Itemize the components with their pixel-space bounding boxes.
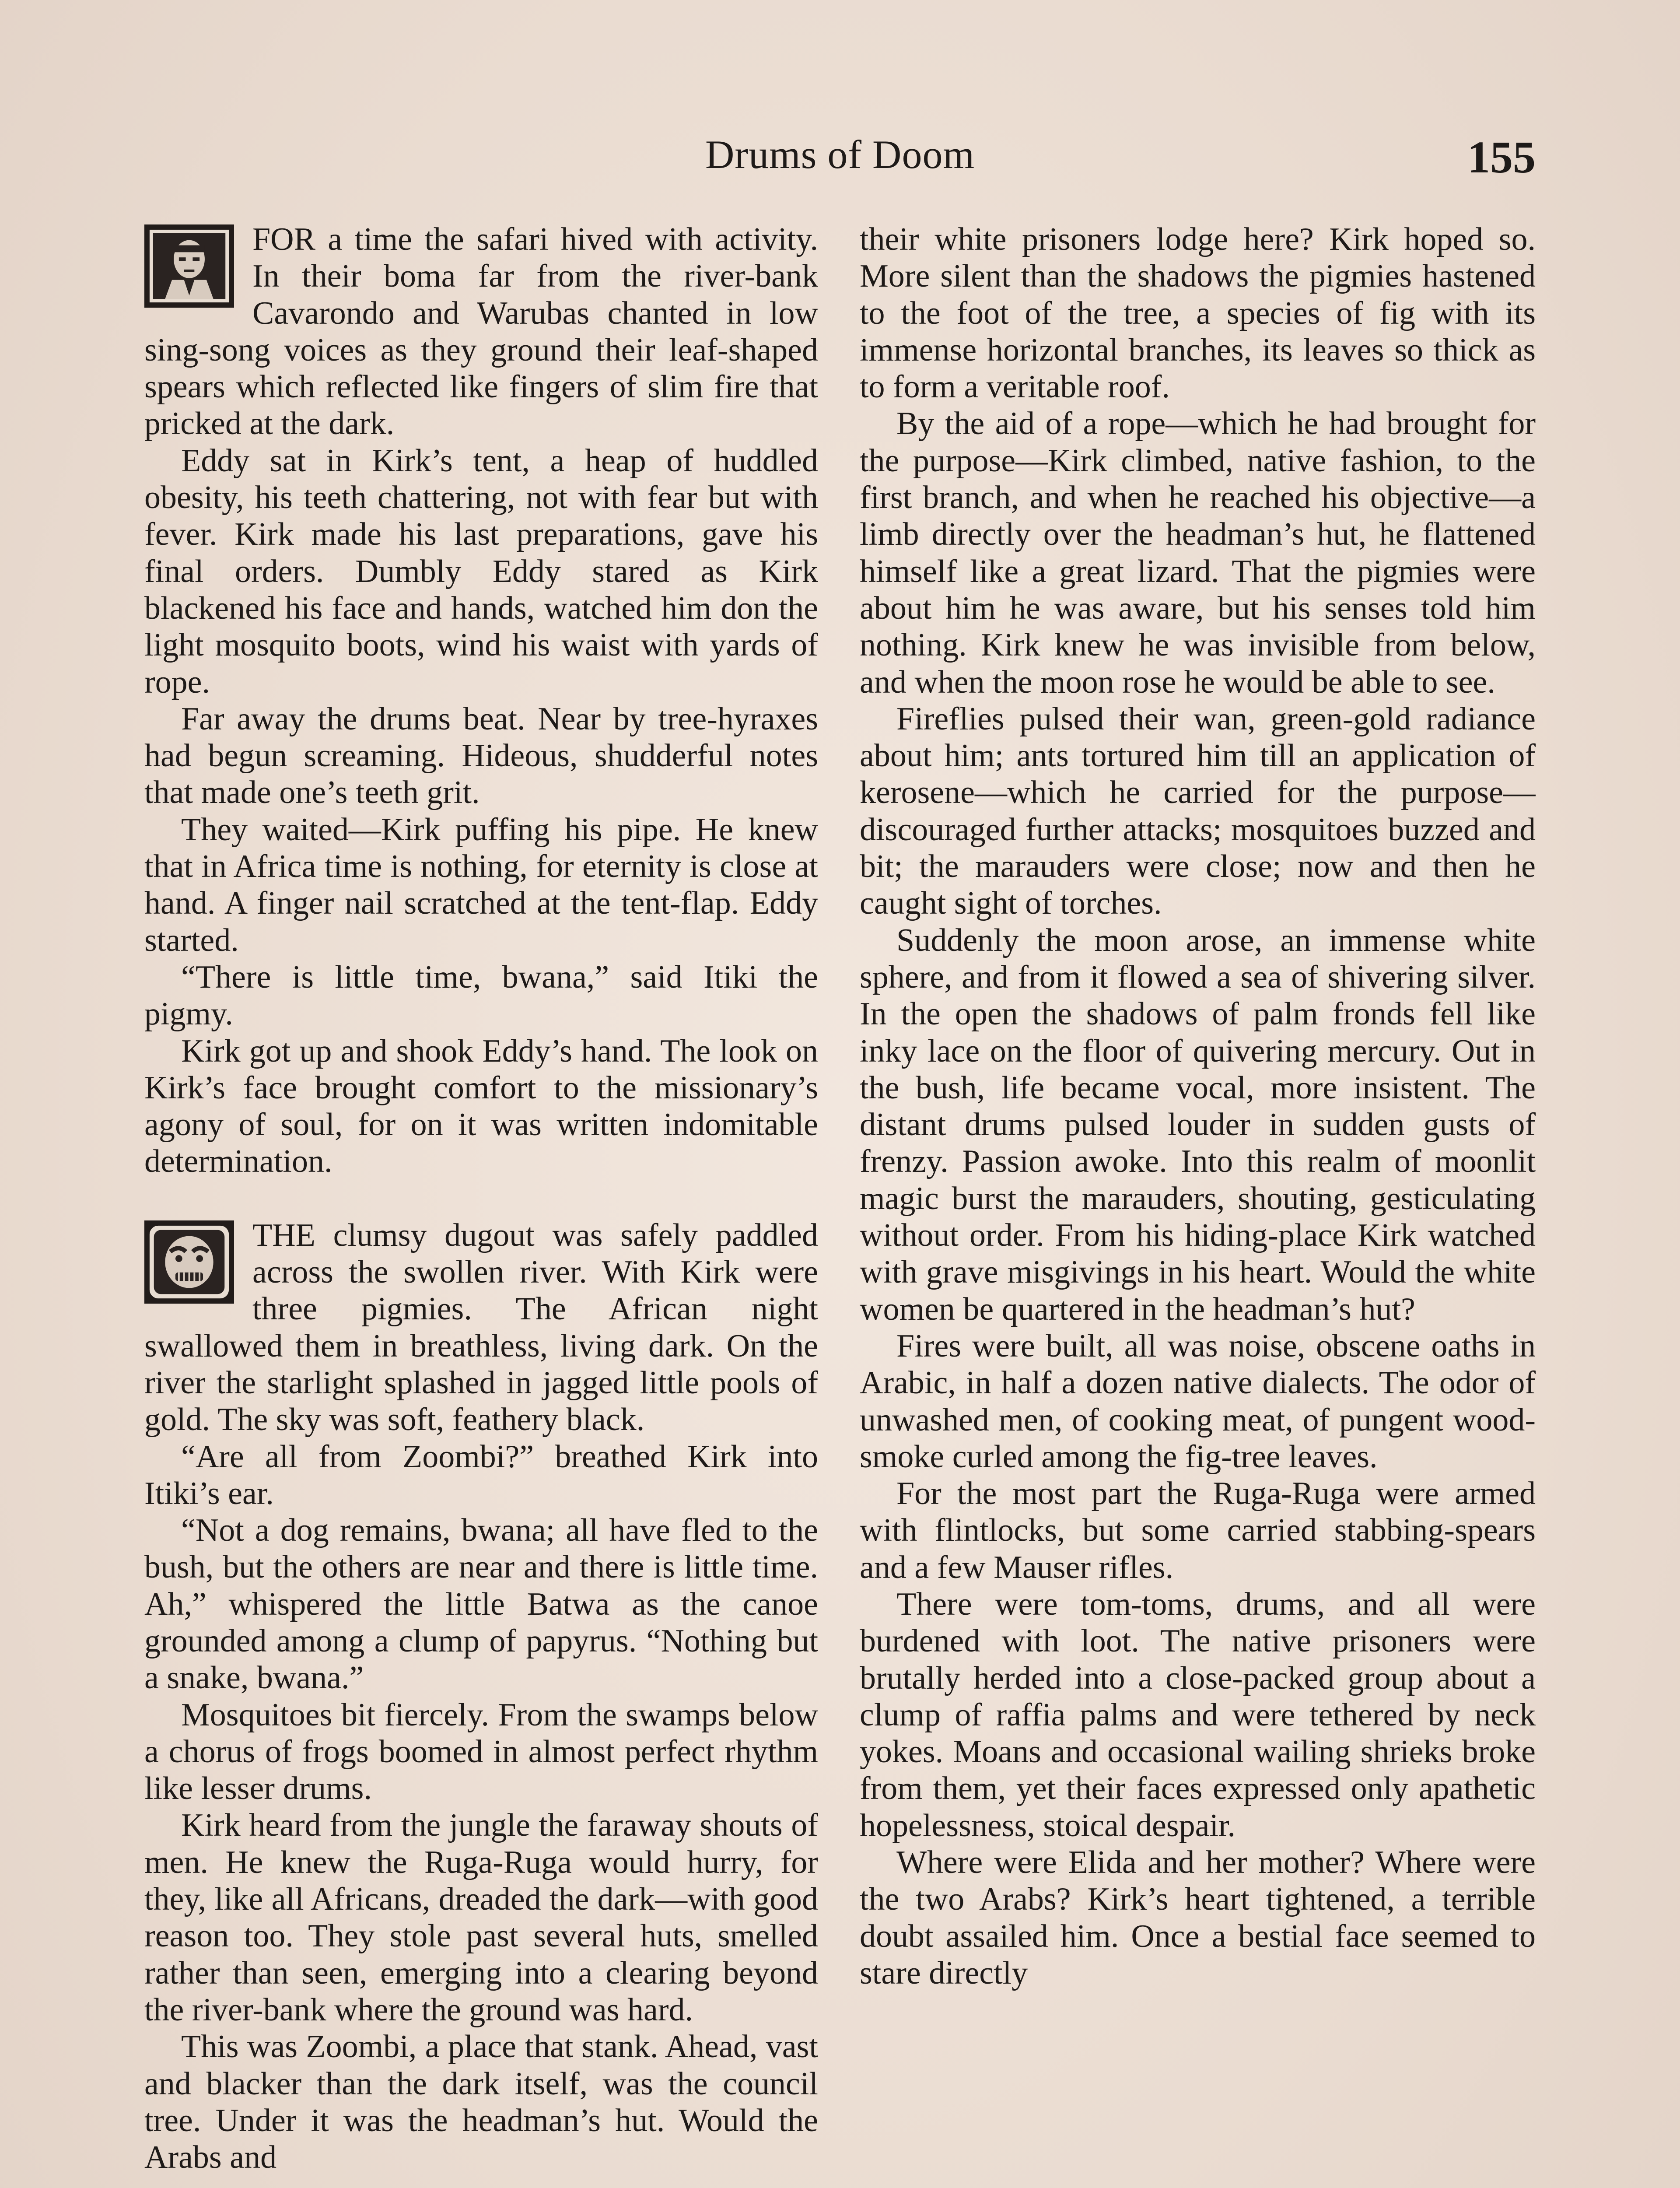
paragraph: Kirk got up and shook Eddy’s hand. The look on Kirk’s face brought comfort to the missionary’s agony of soul, for on it was written indomitable determination.	[144, 1033, 818, 1180]
paragraph: Far away the drums beat. Near by tree-hyraxes had begun screaming. Hideous, shudderful notes that made one’s teeth grit.	[144, 701, 818, 811]
paragraph: There were tom-toms, drums, and all were burdened with loot. The native prisoners were brutally herded into a close-packed group about a clump of raffia palms and were tethered by neck yokes. Moans and occasional wailing shrieks broke from them, yet their faces expressed only apathetic hopelessness, stoical despair.	[860, 1586, 1536, 1844]
paragraph: Where were Elida and her mother? Where were the two Arabs? Kirk’s heart tightened, a terrible doubt assailed him. Once a bestial face seemed to stare directly	[860, 1844, 1536, 1991]
tribal-mask-vignette-icon	[144, 1220, 234, 1304]
running-title: Drums of Doom	[705, 132, 975, 177]
paragraph: their white prisoners lodge here? Kirk hoped so. More silent than the shadows the pigmies hastened to the foot of the tree, a species of fig with its immense horizontal branches, its leaves so thick as to form a veritable roof.	[860, 221, 1536, 405]
paragraph: Mosquitoes bit fiercely. From the swamps below a chorus of frogs boomed in almost perfect rhythm like lesser drums.	[144, 1697, 818, 1807]
paragraph: FOR a time the safari hived with activity. In their boma far from the river-bank Cavarondo and Warubas chanted in low sing-song voices as they ground their leaf-shaped spears which reflected like fingers of slim fire that pricked at the dark.	[144, 221, 818, 442]
paragraph: THE clumsy dugout was safely paddled across the swollen river. With Kirk were three pigmies. The African night swallowed them in breathless, living dark. On the river the starlight splashed in jagged little pools of gold. The sky was soft, feathery black.	[144, 1217, 818, 1438]
paragraph: Suddenly the moon arose, an immense white sphere, and from it flowed a sea of shivering silver. In the open the shadows of palm fronds fell like inky lace on the floor of quivering mercury. Out in the bush, life became vocal, more insistent. The distant drums pulsed louder in sudden gusts of frenzy. Passion awoke. Into this realm of moonlit magic burst the marauders, shouting, gesticulating without order. From his hiding-place Kirk watched with grave misgivings in his heart. Would the white women be quartered in the headman’s hut?	[860, 922, 1536, 1327]
section-break	[144, 1180, 818, 1217]
page-number: 155	[1467, 132, 1536, 182]
paragraph: They waited—Kirk puffing his pipe. He knew that in Africa time is nothing, for eternity is close at hand. A finger nail scratched at the tent-flap. Eddy started.	[144, 811, 818, 958]
paragraph: Eddy sat in Kirk’s tent, a heap of huddled obesity, his teeth chattering, not with fear but with fever. Kirk made his last preparations, gave his final orders. Dumbly Eddy stared as Kirk blackened his face and hands, watched him don the light mosquito boots, wind his waist with yards of rope.	[144, 442, 818, 700]
portrait-vignette-icon	[144, 224, 234, 308]
paragraph: “Are all from Zoombi?” breathed Kirk into Itiki’s ear.	[144, 1438, 818, 1511]
left-column	[144, 221, 818, 2188]
paragraph: “Not a dog remains, bwana; all have fled to the bush, but the others are near and there is little time. Ah,” whispered the little Batwa as the canoe grounded among a clump of papyrus. “Nothing but a snake, bwana.”	[144, 1512, 818, 1696]
paragraph: Fireflies pulsed their wan, green-gold radiance about him; ants tortured him till an application of kerosene—which he carried for the purpose—discouraged further attacks; mosquitoes buzzed and bit; the marauders were close; now and then he caught sight of torches.	[860, 701, 1536, 922]
paragraph: “There is little time, bwana,” said Itiki the pigmy.	[144, 959, 818, 1032]
right-column	[860, 221, 1536, 2188]
paragraph: For the most part the Ruga-Ruga were armed with flintlocks, but some carried stabbing-spears and a few Mauser rifles.	[860, 1476, 1536, 1585]
paragraph: By the aid of a rope—which he had brought for the purpose—Kirk climbed, native fashion, to the first branch, and when he reached his objective—a limb directly over the headman’s hut, he flattened himself like a great lizard. That the pigmies were about him he was aware, but his senses told him nothing. Kirk knew he was invisible from below, and when the moon rose he would be able to see.	[860, 406, 1536, 700]
paragraph: Kirk heard from the jungle the faraway shouts of men. He knew the Ruga-Ruga would hurry, for they, like all Africans, dreaded the dark—with good reason too. They stole past several huts, smelled rather than seen, emerging into a clearing beyond the river-bank where the ground was hard.	[144, 1807, 818, 2028]
paragraph: Fires were built, all was noise, obscene oaths in Arabic, in half a dozen native dialects. The odor of unwashed men, of cooking meat, of pungent wood-smoke curled among the fig-tree leaves.	[860, 1328, 1536, 1475]
page-header	[0, 131, 1680, 188]
paragraph: This was Zoombi, a place that stank. Ahead, vast and blacker than the dark itself, was the council tree. Under it was the headman’s hut. Would the Arabs and	[144, 2029, 818, 2176]
